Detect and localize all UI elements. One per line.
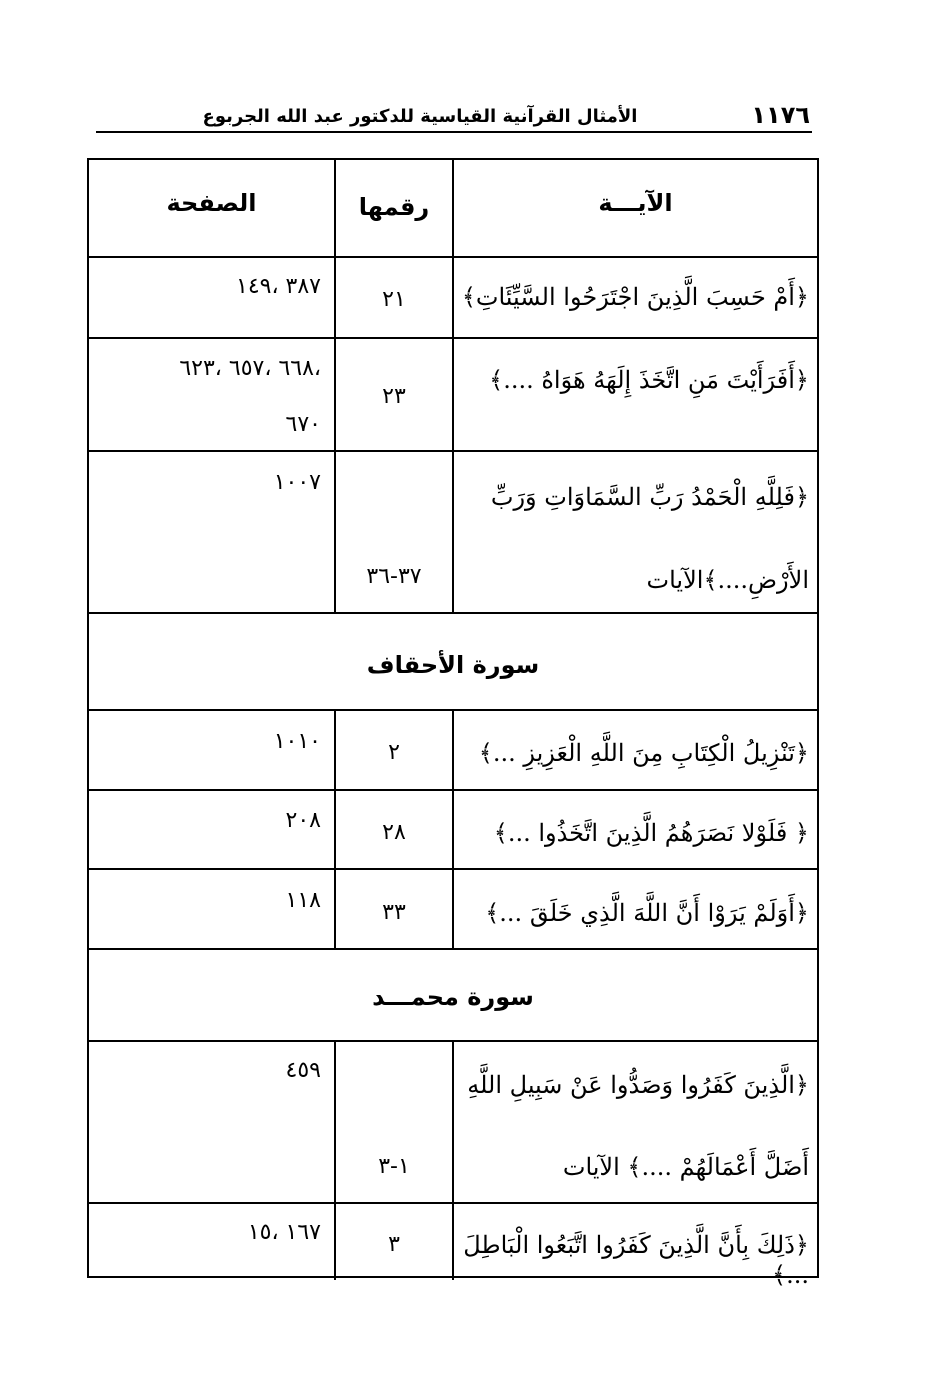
verse-cell: ﴿أَمْ حَسِبَ الَّذِينَ اجْتَرَحُوا السَّيِّئَاتِ﴾ <box>461 283 809 311</box>
verse-cell: ﴿الَّذِينَ كَفَرُوا وَصَدُّوا عَنْ سَبِيلِ اللَّهِ <box>467 1071 809 1099</box>
page-cell: ٢٠٨ <box>285 808 321 833</box>
column-divider <box>452 1040 454 1280</box>
page-cell: ٦٧٠ <box>285 412 321 437</box>
page-cell: ١٠١٠ <box>273 729 321 754</box>
verse-number-cell: ٣ <box>388 1232 400 1257</box>
column-header-number: رقمها <box>358 193 430 221</box>
verse-number-cell: ٢٣ <box>382 384 406 409</box>
column-divider <box>452 709 454 948</box>
verse-cell: ﴿أَفَرَأَيْتَ مَنِ اتَّخَذَ إِلَهَهُ هَوَاهُ ....﴾ <box>489 366 809 394</box>
page-cell: ١١٨ <box>285 888 321 913</box>
page-cell: ،٦٦٨ ،٦٥٧ ،٦٢٣ <box>179 356 321 381</box>
verse-number-cell: ٢ <box>388 740 400 765</box>
column-header-verse: الآيـــة <box>598 189 673 217</box>
page-cell: ٤٥٩ <box>285 1058 321 1083</box>
column-header-page: الصفحة <box>166 189 257 217</box>
verse-number-cell: ٣٧-٣٦ <box>366 564 422 589</box>
page-cell: ١٦٧ ،١٥ <box>247 1220 321 1245</box>
verse-cell: ﴿تَنْزِيلُ الْكِتَابِ مِنَ اللَّهِ الْعَزِيزِ ...﴾ <box>478 739 809 767</box>
running-title: الأمثال القرآنية القياسية للدكتور عبد الله الجربوع <box>202 106 638 127</box>
column-divider <box>452 160 454 612</box>
verse-index-table <box>87 158 819 1289</box>
page-cell: ٣٨٧ ،١٤٩ <box>236 274 321 299</box>
verse-number-cell: ٢٨ <box>382 820 406 845</box>
verse-cell: ﴿ فَلَوْلا نَصَرَهُمُ الَّذِينَ اتَّخَذُوا ...﴾ <box>493 819 809 847</box>
header-rule <box>96 131 812 133</box>
surah-heading: سورة الأحقاف <box>366 651 540 679</box>
verse-cell: أَضَلَّ أَعْمَالَهُمْ ....﴾ الآيات <box>562 1153 809 1181</box>
page-number: ١١٧٦ <box>751 101 810 129</box>
surah-heading: سورة محمـــد <box>372 983 534 1011</box>
verse-cell: ﴿فَلِلَّهِ الْحَمْدُ رَبِّ السَّمَاوَاتِ وَرَبِّ <box>490 483 809 511</box>
verse-cell: ﴿ذَلِكَ بِأَنَّ الَّذِينَ كَفَرُوا اتَّبَعُوا الْبَاطِلَ ...﴾ <box>463 1231 809 1289</box>
verse-number-cell: ١-٣ <box>378 1154 410 1179</box>
row-divider <box>89 612 817 614</box>
verse-cell: الأَرْضِ....﴾الآيات <box>646 566 809 594</box>
row-divider <box>89 948 817 950</box>
verse-number-cell: ٣٣ <box>382 900 406 925</box>
verse-number-cell: ٢١ <box>382 287 406 312</box>
verse-cell: ﴿أَوَلَمْ يَرَوْا أَنَّ اللَّهَ الَّذِي خَلَقَ ...﴾ <box>485 899 809 927</box>
page-cell: ١٠٠٧ <box>273 470 321 495</box>
